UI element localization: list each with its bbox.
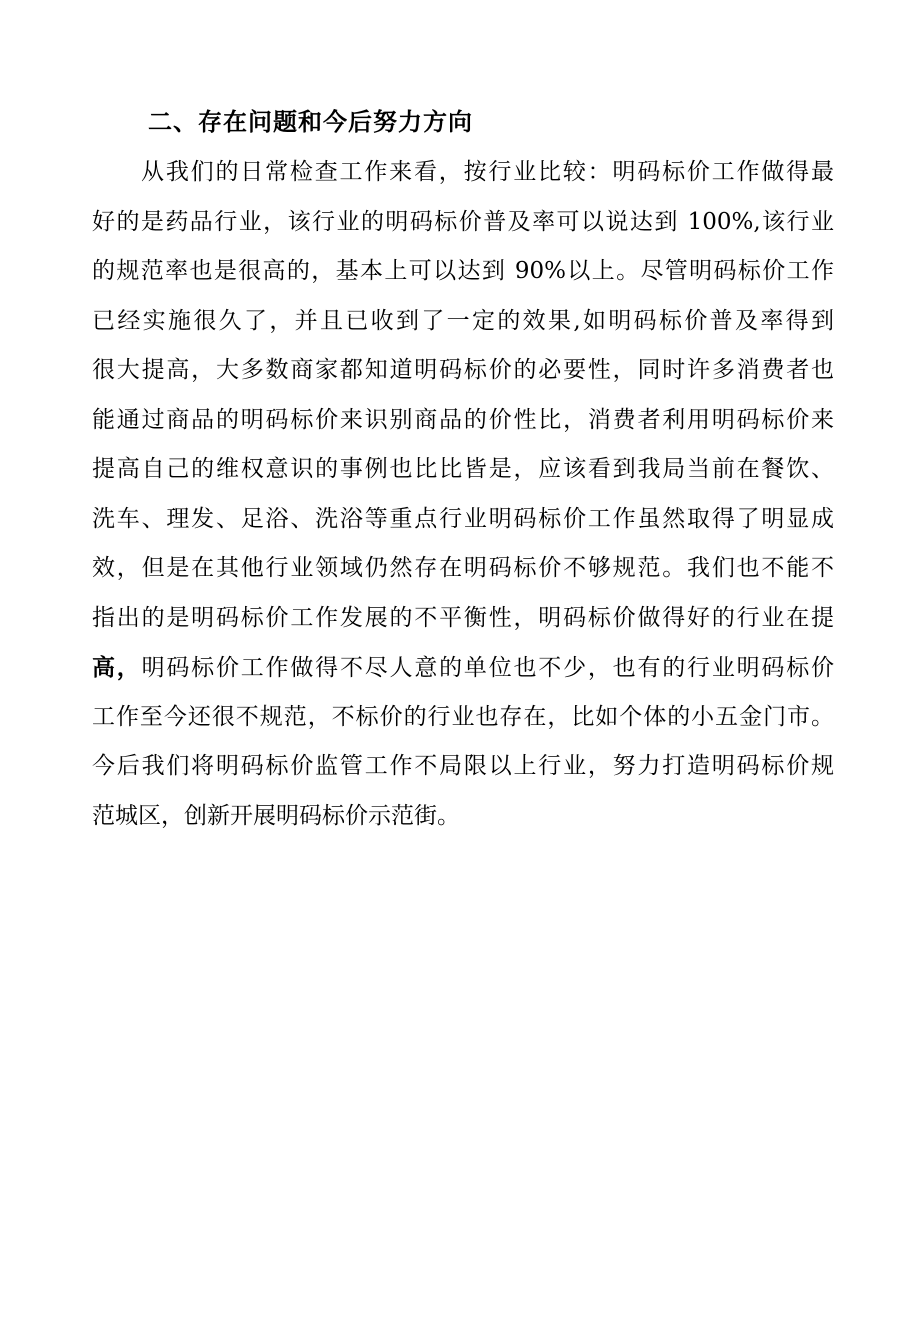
paragraph-line: 很大提高，大多数商家都知道明码标价的必要性，同时许多消费者也 xyxy=(92,357,834,383)
paragraph-line: 提高自己的维权意识的事例也比比皆是，应该看到我局当前在餐饮、 xyxy=(92,456,834,482)
bold-text: 高， xyxy=(92,654,142,681)
paragraph-line: 的规范率也是很高的，基本上可以达到 90%以上。尽管明码标价工作 xyxy=(92,258,834,284)
paragraph-line: 指出的是明码标价工作发展的不平衡性，明码标价做得好的行业在提 xyxy=(92,604,834,631)
paragraph-line: 已经实施很久了，并且已收到了一定的效果,如明码标价普及率得到 xyxy=(92,307,834,334)
paragraph-line: 洗车、理发、足浴、洗浴等重点行业明码标价工作虽然取得了明显成 xyxy=(92,505,834,532)
paragraph-line: 今后我们将明码标价监管工作不局限以上行业，努力打造明码标价规 xyxy=(92,753,834,779)
body-paragraph xyxy=(92,148,834,841)
paragraph-line: 能通过商品的明码标价来识别商品的价性比，消费者利用明码标价来 xyxy=(92,406,834,433)
paragraph-line-mixed xyxy=(92,643,834,693)
paragraph-line: 好的是药品行业，该行业的明码标价普及率可以说达到 100%,该行业 xyxy=(92,208,834,235)
regular-text: 明码标价工作做得不尽人意的单位也不少，也有的行业明码标价 xyxy=(141,655,835,681)
paragraph-line: 效，但是在其他行业领域仍然存在明码标价不够规范。我们也不能不 xyxy=(92,555,834,581)
paragraph-line: 工作至今还很不规范，不标价的行业也存在，比如个体的小五金门市。 xyxy=(92,703,834,730)
paragraph-line: 从我们的日常检查工作来看，按行业比较：明码标价工作做得最 xyxy=(141,159,834,185)
section-heading: 二、存在问题和今后努力方向 xyxy=(148,107,473,136)
paragraph-line: 范城区，创新开展明码标价示范街。 xyxy=(92,802,460,829)
